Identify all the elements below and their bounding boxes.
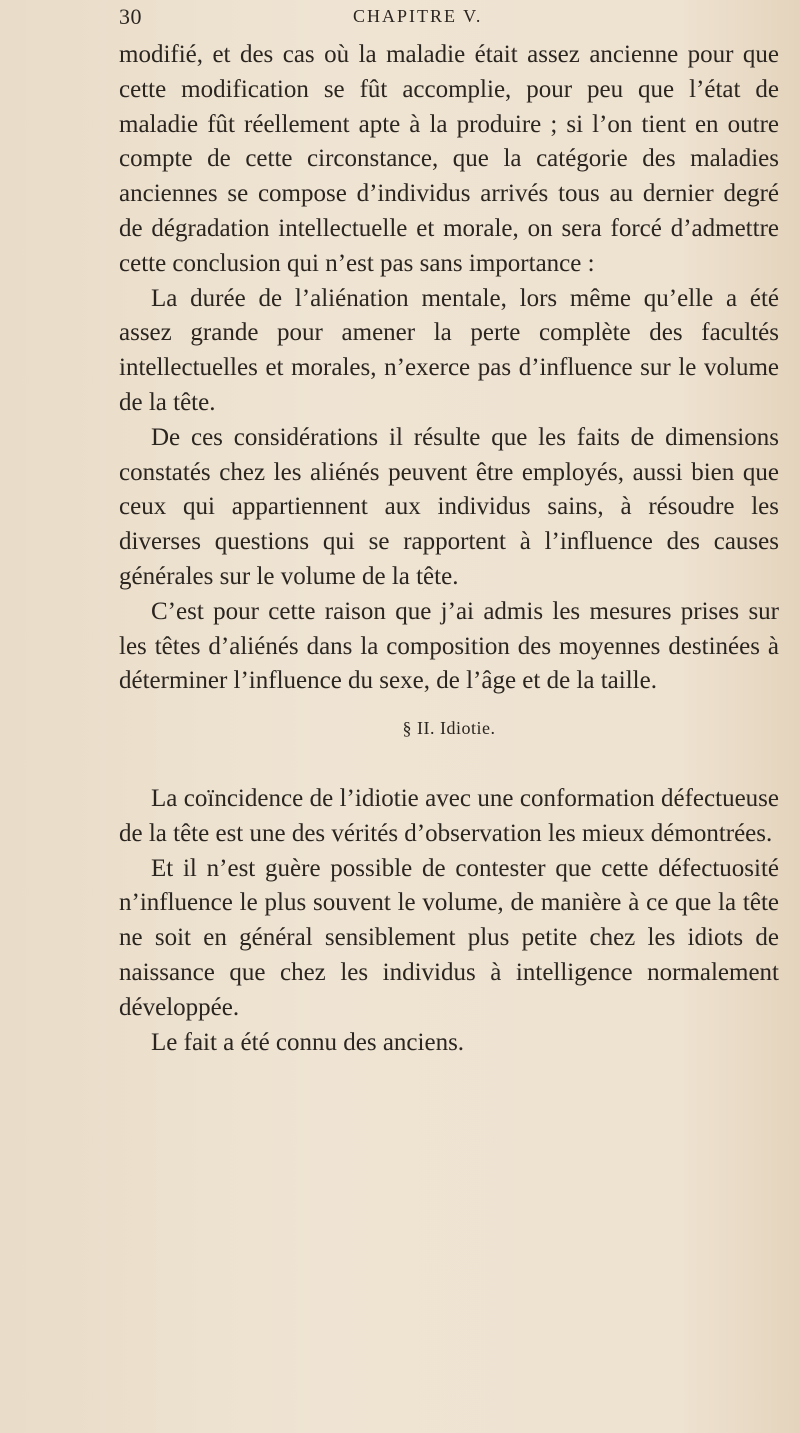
section-heading: § II. Idiotie.: [402, 718, 496, 739]
paragraph: C’est pour cette raison que j’ai admis les mesures prises sur les têtes d’aliénés dans la composition des moyennes destinées à déterminer l’influence du sexe, de l’âge et de la taille.: [119, 597, 779, 695]
paragraph: La durée de l’aliénation mentale, lors même qu’elle a été assez grande pour amener la perte complète des facultés intellectuelles et morales, n’exerce pas d’influence sur le volume de la tête.: [119, 284, 779, 416]
paragraph: De ces considérations il résulte que les faits de dimensions constatés chez les aliénés peuvent être employés, aussi bien que ceux qui appartiennent aux individus sains, à résoudre les diverses questions qui se rapportent à l’influence des causes générales sur le volume de la tête.: [119, 423, 779, 590]
body-text: [119, 38, 779, 1060]
paragraph: Le fait a été connu des anciens.: [151, 1028, 465, 1056]
paragraph: La coïncidence de l’idiotie avec une conformation défectueuse de la tête est une des vérités d’observation les mieux démontrées.: [119, 784, 779, 847]
paragraph-continued: modifié, et des cas où la maladie était assez ancienne pour que cette modification se fût accomplie, pour peu que l’état de maladie fût réellement apte à la produire ; si l’on tient en outre compte de cette circonstance, que la catégorie des maladies anciennes se compose d’individus arrivés tous au dernier degré de dégradation intellectuelle et morale, on sera forcé d’admettre cette conclusion qui n’est pas sans importance :: [119, 41, 779, 277]
chapter-heading: CHAPITRE V.: [353, 6, 483, 26]
page-number: 30: [119, 4, 142, 29]
running-head: [119, 4, 779, 32]
paragraph: Et il n’est guère possible de contester que cette défectuosité n’influence le plus souvent le volume, de manière à ce que la tête ne soit en général sensiblement plus petite chez les idiots de naissance que chez les individus à intelligence normalement développée.: [119, 854, 779, 1021]
